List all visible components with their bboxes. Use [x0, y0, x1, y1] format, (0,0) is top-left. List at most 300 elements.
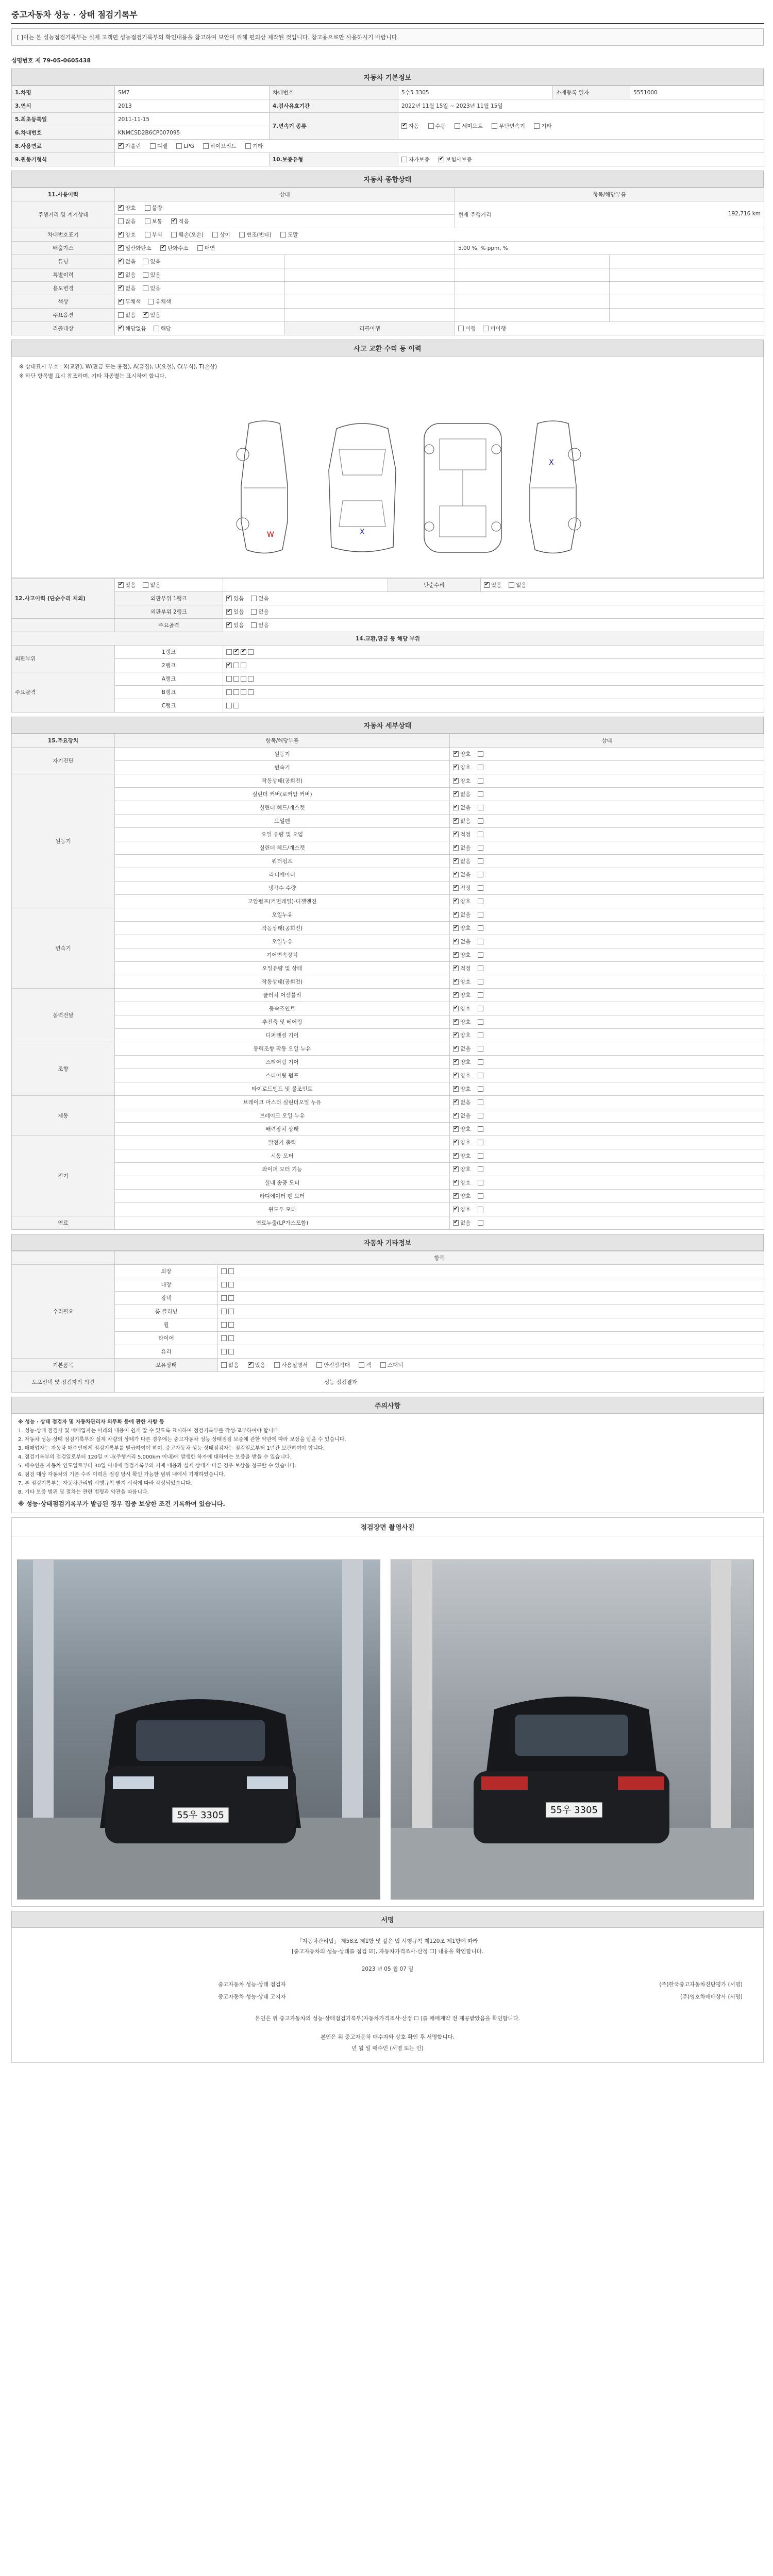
- emission-opt-smoke[interactable]: 매연: [197, 244, 215, 252]
- signature-box: 「자동차관리법」 제58조 제1항 및 같은 법 시행규칙 제120조 제1항에 따라 [중고자동차의 성능·상태를 점검 ☑], 자동차가격조사·산정 ☐] 내용을 확인합니다. 2023 년 05 월 07 일 중고자동차 성능·상태 점검자 (주)한국중고자동차진단평가 (서명) 중고자동차 성능·상태 고지자 (주)영호차매매상사 (서명) 본인은 위 중고자동차의 성능·상태점검기록부(자동차가격조사·산정 ☐ )를 매매계약 전 제공받았음을 확인합니다. 본인은 위 중고자동차 매수자와 상호 확인 후 서명합니다. 년 월 일 매수인 (서명 또는 인): [11, 1928, 764, 2063]
- label-first-reg: 5.최초등록일: [12, 113, 115, 126]
- detail-row: [12, 748, 764, 761]
- detail-state-checkbox[interactable]: ✔ 없음: [453, 790, 470, 798]
- inspection-document: [11, 8, 764, 2063]
- detail-state-checkbox-alt[interactable]: [478, 858, 485, 865]
- detail-state-options: [450, 774, 764, 788]
- fuel-opt-diesel[interactable]: 디젤: [150, 142, 167, 150]
- detail-group-label: 연료: [12, 1216, 115, 1230]
- label-vin-top: 차대번호: [270, 86, 398, 99]
- detail-row: [12, 895, 764, 908]
- detail-state-checkbox-alt[interactable]: [478, 952, 485, 958]
- label-rank1: 외판부위 1랭크: [115, 592, 223, 605]
- detail-state-checkbox[interactable]: ✔ 양호: [453, 777, 470, 785]
- other-item-options[interactable]: [218, 1305, 764, 1318]
- section-heading-photos: 점검장면 촬영사진: [11, 1517, 764, 1536]
- detail-row: [12, 868, 764, 882]
- seller-signature[interactable]: (주)영호차매매상사 (서명): [680, 1994, 743, 2000]
- detail-row: [12, 922, 764, 935]
- label-year: 3.연식: [12, 99, 115, 113]
- photo-frame: [11, 1536, 764, 1907]
- detail-row: [12, 1176, 764, 1190]
- simple-repair-options: ✔ 있음 없음: [481, 579, 764, 592]
- value-reg-code: 5551000: [630, 86, 764, 99]
- detail-row: [12, 1082, 764, 1096]
- detail-state-checkbox-alt[interactable]: [478, 1153, 485, 1159]
- detail-state-checkbox-alt[interactable]: [478, 1086, 485, 1092]
- diagram-legend: ※ 상태표시 부호 : X(교환), W(판금 또는 용접), A(흠집), U(요철), C(부식), T(손상): [19, 364, 217, 370]
- svg-text:X: X: [549, 459, 554, 467]
- detail-row: [12, 1149, 764, 1163]
- detail-item-label: 실린더 커버(로커암 커버): [115, 788, 450, 801]
- detail-item-label: 원동기: [115, 748, 450, 761]
- detail-rows: [12, 748, 764, 1230]
- detail-item-label: 고압펌프(커먼레일)-디젤엔진: [115, 895, 450, 908]
- other-rows: [12, 1265, 764, 1359]
- accident-table: 12.사고이력 (단순수리 제외) ✔있음 없음 단순수리 ✔ 있음 없음 외판부위 1랭크 ✔ 있음 없음 외판부위 2랭크 ✔ 있음 없음 주요골격 ✔ 있음 없음 14.교환,판금 등 해당 부위 외판부위 1랭크 ✔✔ 2랭크 ✔ 주요골격 A랭크 B랭크 C랭크: [11, 578, 764, 713]
- section-heading-accident: 사고 교환 수리 등 이력: [11, 340, 764, 357]
- detail-row: [12, 815, 764, 828]
- detail-group-label: 동력전달: [12, 989, 115, 1042]
- detail-item-label: 배력장치 상태: [115, 1123, 450, 1136]
- label-vin: 6.차대번호: [12, 126, 115, 140]
- detail-state-checkbox-alt[interactable]: [478, 912, 485, 918]
- detail-state-section: [11, 717, 764, 1230]
- label-outer-panels: 외판부위: [12, 646, 115, 672]
- detail-state-checkbox-alt[interactable]: [478, 1073, 485, 1079]
- value-year: 2013: [115, 99, 270, 113]
- detail-state-checkbox-alt[interactable]: [478, 965, 485, 972]
- detail-item-label: 실린더 헤드/개스켓: [115, 801, 450, 815]
- detail-row: [12, 1136, 764, 1149]
- detail-state-options: [450, 1082, 764, 1096]
- label-transmission: 7.변속기 종류: [270, 113, 398, 140]
- detail-state-checkbox[interactable]: ✔ 양호: [453, 1192, 470, 1200]
- detail-state-checkbox[interactable]: ✔ 양호: [453, 897, 470, 905]
- fuel-opt-hybrid[interactable]: 하이브리드: [203, 142, 237, 150]
- notice-box: [ ]이는 본 성능점검기록부는 실제 고객편 성능점검기록부의 확인내용을 참고하여 보안이 위해 편의상 제작된 것입니다. 참고용으로만 사용하시기 바랍니다.: [11, 28, 764, 46]
- detail-state-checkbox[interactable]: ✔ 적정: [453, 831, 470, 838]
- fuel-opt-other[interactable]: 기타: [245, 142, 263, 150]
- label-engine-type: 9.원동기형식: [12, 153, 115, 166]
- car-top-front-diagram: [321, 418, 404, 557]
- svg-text:W: W: [267, 531, 274, 539]
- basic-info-section: [11, 69, 764, 166]
- accident-options: ✔있음 없음: [115, 579, 223, 592]
- other-item-label: 룸 클리닝: [115, 1305, 218, 1318]
- detail-item-label: 타이로드엔드 및 볼조인트: [115, 1082, 450, 1096]
- warranty-opt-insurance[interactable]: ✔ 보험사보증: [439, 156, 472, 163]
- section-heading-other: 자동차 기타정보: [11, 1234, 764, 1251]
- detail-state-options: [450, 1015, 764, 1029]
- value-car-name: SM7: [115, 86, 270, 99]
- col-state: 상태: [115, 188, 455, 201]
- detail-state-checkbox[interactable]: ✔ 적정: [453, 884, 470, 892]
- warranty-opt-self[interactable]: 자가보증: [401, 156, 430, 163]
- detail-item-label: 작동상태(공회전): [115, 922, 450, 935]
- detail-row: [12, 1203, 764, 1216]
- other-item-label: 휠: [115, 1318, 218, 1332]
- detail-row: [12, 774, 764, 788]
- vin-opt-damage[interactable]: 훼손(오손): [171, 231, 204, 239]
- detail-state-checkbox-alt[interactable]: [478, 1193, 485, 1199]
- car-frame-diagram: [419, 418, 507, 557]
- detail-state-checkbox[interactable]: ✔ 양호: [453, 1072, 470, 1079]
- detail-state-checkbox[interactable]: ✔ 없음: [453, 1112, 470, 1120]
- other-item-label: 광택: [115, 1292, 218, 1305]
- detail-item-label: 클러치 어셈블리: [115, 989, 450, 1002]
- front-plate-text: 55우 3305: [177, 1810, 224, 1821]
- detail-row: [12, 788, 764, 801]
- detail-state-options: [450, 1109, 764, 1123]
- detail-row: [12, 761, 764, 774]
- detail-state-checkbox[interactable]: ✔ 없음: [453, 871, 470, 878]
- usage-change-row: 용도변경 ✔ 없음 있음: [12, 282, 764, 295]
- document-title: 중고자동차 성능 · 상태 점검기록부: [11, 8, 764, 24]
- mileage-opt-low[interactable]: ✔ 적음: [171, 217, 189, 225]
- detail-state-checkbox[interactable]: ✔ 양호: [453, 1179, 470, 1187]
- mileage-opt-high[interactable]: 많음: [118, 217, 136, 225]
- detail-state-table: 15.주요장치 항목/해당부품 상태 자기진단 원동기 ✔ 양호 변속기 ✔ 양호 원동기 작동상태(공회전) ✔ 양호 실린더 커버(로커암 커버) ✔ 없음 실린더 헤드/개스켓 ✔ 없음 오일팬 ✔ 없음 오일 유량 및 오염 ✔ 적정 실린더 헤드/개스켓 ✔ 없음 워터펌프 ✔ 없음 라디에이터 ✔ 없음 냉각수 수량 ✔ 적정 고압펌프(커먼레일)-디젤엔진 ✔ 양호 변속기 오일누유 ✔ 없음 작동상태(공회전) ✔ 양호 오일누유 ✔ 없음 기어변속장치 ✔ 양호 오일유량 및 상태 ✔ 적정 작동상태(공회전) ✔ 양호 동력전달 클러치 어셈블리 ✔ 양호 등속조인트 ✔ 양호 추진축 및 베어링 ✔ 양호 디퍼렌셜 기어 ✔ 양호 조향 동력조향 작동 오일 누유 ✔ 없음 스티어링 기어 ✔ 양호 스티어링 펌프 ✔ 양호 타이로드엔드 및 볼조인트 ✔ 양호 제동 브레이크 마스터 실린더오일 누유 ✔ 없음 브레이크 오일 누유 ✔ 없음 배력장치 상태 ✔ 양호 전기 발전기 출력 ✔ 양호 시동 모터 ✔ 양호 와이퍼 모터 기능 ✔ 양호 실내 송풍 모터 ✔ 양호 라디에이터 팬 모터 ✔ 양호 윈도우 모터 ✔ 양호 연료 연료누출(LP가스포함) ✔ 없음: [11, 734, 764, 1230]
- emission-opt-hc[interactable]: ✔ 탄화수소: [160, 244, 189, 252]
- svg-text:X: X: [360, 528, 365, 536]
- detail-item-label: 와이퍼 모터 기능: [115, 1163, 450, 1176]
- vin-opt-corrosion[interactable]: 부식: [145, 231, 162, 239]
- diagram-legend-note: ※ 하단 항목별 표시 참조하며, 기타 차종별는 표시하여 합니다.: [19, 373, 166, 379]
- color-row: 색상 ✔ 무채색 유채색: [12, 295, 764, 309]
- fuel-options: [115, 140, 764, 153]
- detail-state-checkbox[interactable]: ✔ 양호: [453, 978, 470, 986]
- other-info-table: 항목 수리필요 외장 내장 광택 룸 클리닝 휠 타이어 유리 기본품목 보유상태 없음 ✔ 있음 사용설명서 안전삼각대 잭 스패너 도포선택 및 점검자의 의견 성능 점검결과: [11, 1251, 764, 1393]
- detail-item-label: 브레이크 마스터 실린더오일 누유: [115, 1096, 450, 1109]
- detail-state-checkbox-alt[interactable]: [478, 1180, 485, 1186]
- other-item-options[interactable]: [218, 1278, 764, 1292]
- detail-state-checkbox[interactable]: ✔ 양호: [453, 1018, 470, 1026]
- detail-row: [12, 1029, 764, 1042]
- detail-state-options: [450, 948, 764, 962]
- trans-opt-other[interactable]: 기타: [534, 122, 551, 130]
- detail-row: [12, 855, 764, 868]
- detail-state-checkbox-alt[interactable]: [478, 818, 485, 824]
- fuel-opt-gasoline[interactable]: ✔ 가솔린: [118, 142, 141, 150]
- detail-item-label: 발전기 출력: [115, 1136, 450, 1149]
- value-engine-type: [115, 153, 270, 166]
- detail-state-checkbox[interactable]: ✔ 양호: [453, 1125, 470, 1133]
- rear-car-image: [391, 1560, 754, 1900]
- detail-state-options: [450, 908, 764, 922]
- detail-state-checkbox-alt[interactable]: [478, 1059, 485, 1065]
- detail-state-options: [450, 935, 764, 948]
- detail-state-checkbox[interactable]: ✔ 없음: [453, 857, 470, 865]
- detail-row: [12, 1015, 764, 1029]
- detail-state-checkbox-alt[interactable]: [478, 939, 485, 945]
- detail-state-options: [450, 922, 764, 935]
- detail-state-checkbox[interactable]: ✔ 없음: [453, 804, 470, 811]
- overall-state-section: [11, 171, 764, 335]
- detail-state-checkbox-alt[interactable]: [478, 1032, 485, 1039]
- inspector-signature[interactable]: (주)한국중고자동차진단평가 (서명): [659, 1981, 743, 1988]
- col-usage-history: 11.사용이력: [12, 188, 115, 201]
- detail-item-label: 라디에이터: [115, 868, 450, 882]
- recall-row: 리콜대상 ✔ 해당없음 해당 리콜이행 이행 미이행: [12, 322, 764, 335]
- detail-state-checkbox-alt[interactable]: [478, 872, 485, 878]
- vin-opt-altered[interactable]: 변조(변타): [239, 231, 272, 239]
- transmission-options: [398, 113, 764, 140]
- label-main-frame: 주요골격: [115, 619, 223, 632]
- detail-state-checkbox[interactable]: ✔ 양호: [453, 951, 470, 959]
- front-car-image: [18, 1560, 380, 1900]
- photo-section: [11, 1517, 764, 1907]
- detail-state-checkbox[interactable]: ✔ 양호: [453, 1206, 470, 1213]
- basic-items-options: 없음 ✔ 있음 사용설명서 안전삼각대 잭 스패너: [218, 1359, 764, 1372]
- detail-row: [12, 1042, 764, 1056]
- detail-state-checkbox[interactable]: ✔ 없음: [453, 938, 470, 945]
- notes-emphasis: ※ 성능·상태점검기록부가 발급된 경우 집중 보상한 조건 기록하여 있습니다.: [18, 1500, 225, 1507]
- signature-section: [11, 1911, 764, 2063]
- car-right-side-diagram: [517, 418, 589, 557]
- detail-state-checkbox-alt[interactable]: [478, 885, 485, 891]
- other-item-label: 타이어: [115, 1332, 218, 1345]
- detail-state-checkbox-alt[interactable]: [478, 765, 485, 771]
- gauge-opt-bad[interactable]: 불량: [145, 204, 162, 212]
- detail-item-label: 기어변속장치: [115, 948, 450, 962]
- other-item-label: 유리: [115, 1345, 218, 1359]
- emission-readings: 5.00 %, % ppm, %: [455, 242, 764, 255]
- fuel-opt-lpg[interactable]: LPG: [176, 143, 194, 149]
- detail-state-checkbox-alt[interactable]: [478, 1019, 485, 1025]
- detail-state-checkbox[interactable]: ✔ 양호: [453, 924, 470, 932]
- detail-row: [12, 801, 764, 815]
- vin-marking-options: [115, 228, 764, 242]
- detail-state-checkbox[interactable]: ✔ 양호: [453, 1031, 470, 1039]
- detail-state-checkbox-alt[interactable]: [478, 899, 485, 905]
- certificate-number: 성명번호 제 79-05-0605438: [11, 57, 91, 64]
- detail-row: [12, 1190, 764, 1203]
- detail-state-checkbox[interactable]: ✔ 양호: [453, 991, 470, 999]
- detail-state-checkbox-alt[interactable]: [478, 791, 485, 798]
- detail-state-options: [450, 975, 764, 989]
- detail-state-options: [450, 761, 764, 774]
- emission-options: [115, 242, 455, 255]
- trans-opt-auto[interactable]: ✔ 자동: [401, 122, 419, 130]
- detail-state-checkbox[interactable]: ✔ 양호: [453, 1085, 470, 1093]
- section-heading-overall: 자동차 종합상태: [11, 171, 764, 188]
- label-mileage-gauge: 주행거리 및 계기상태: [12, 201, 115, 228]
- detail-state-checkbox[interactable]: ✔ 양호: [453, 1058, 470, 1066]
- detail-item-label: 추진축 및 베어링: [115, 1015, 450, 1029]
- trans-opt-manual[interactable]: 수동: [428, 122, 446, 130]
- detail-row: [12, 1069, 764, 1082]
- detail-state-checkbox-alt[interactable]: [478, 778, 485, 784]
- detail-state-checkbox-alt[interactable]: [478, 1046, 485, 1052]
- buyer-signature[interactable]: 년 월 일 매수인 (서명 또는 인): [351, 2045, 424, 2052]
- detail-state-options: [450, 1029, 764, 1042]
- other-group-label: 수리필요: [12, 1265, 115, 1359]
- detail-state-checkbox-alt[interactable]: [478, 1207, 485, 1213]
- detail-state-options: [450, 962, 764, 975]
- other-item-label: 내장: [115, 1278, 218, 1292]
- detail-state-options: [450, 1203, 764, 1216]
- emission-opt-co[interactable]: ✔ 일산화탄소: [118, 244, 152, 252]
- detail-state-options: [450, 1216, 764, 1230]
- detail-state-checkbox-alt[interactable]: [478, 1006, 485, 1012]
- detail-state-checkbox[interactable]: ✔ 양호: [453, 1139, 470, 1146]
- detail-state-options: [450, 1149, 764, 1163]
- overall-state-table: [11, 188, 764, 335]
- vin-opt-different[interactable]: 상이: [212, 231, 230, 239]
- detail-state-checkbox[interactable]: ✔ 양호: [453, 750, 470, 758]
- detail-item-label: 실내 송풍 모터: [115, 1176, 450, 1190]
- detail-item-label: 디퍼렌셜 기어: [115, 1029, 450, 1042]
- detail-state-checkbox-alt[interactable]: [478, 1220, 485, 1226]
- detail-state-checkbox-alt[interactable]: [478, 1099, 485, 1106]
- trans-opt-semi[interactable]: 세미오토: [455, 122, 483, 130]
- detail-state-options: [450, 1136, 764, 1149]
- value-vin: KNMCSD2B6CP007095: [115, 126, 270, 140]
- label-inspection-period: 4.검사유효기간: [270, 99, 398, 113]
- label-car-name: 1.차명: [12, 86, 115, 99]
- detail-item-label: 워터펌프: [115, 855, 450, 868]
- detail-item-label: 작동상태(공회전): [115, 774, 450, 788]
- detail-row: [12, 962, 764, 975]
- other-item-options[interactable]: [218, 1292, 764, 1305]
- detail-state-checkbox[interactable]: ✔ 없음: [453, 1098, 470, 1106]
- detail-state-options: [450, 1123, 764, 1136]
- detail-row: [12, 908, 764, 922]
- detail-state-options: [450, 815, 764, 828]
- detail-item-label: 라디에이터 팬 모터: [115, 1190, 450, 1203]
- detail-state-checkbox-alt[interactable]: [478, 992, 485, 998]
- label-frame-parts: 주요골격: [12, 672, 115, 713]
- label-emission: 배출가스: [12, 242, 115, 255]
- detail-state-checkbox-alt[interactable]: [478, 979, 485, 985]
- detail-state-checkbox[interactable]: ✔ 양호: [453, 764, 470, 771]
- detail-state-options: [450, 1096, 764, 1109]
- rear-plate-text: 55우 3305: [550, 1805, 598, 1816]
- section-heading-basic: 자동차 기본정보: [11, 69, 764, 86]
- detail-group-label: 변속기: [12, 908, 115, 989]
- detail-state-options: [450, 895, 764, 908]
- detail-item-label: 오일팬: [115, 815, 450, 828]
- detail-group-label: 자기진단: [12, 748, 115, 774]
- other-item-options[interactable]: [218, 1265, 764, 1278]
- warranty-options: [398, 153, 764, 166]
- detail-state-checkbox[interactable]: ✔ 양호: [453, 1005, 470, 1012]
- detail-state-checkbox-alt[interactable]: [478, 805, 485, 811]
- detail-item-label: 작동상태(공회전): [115, 975, 450, 989]
- col-part: 항목/해당부품: [455, 188, 764, 201]
- detail-state-options: [450, 868, 764, 882]
- mileage-opt-normal[interactable]: 보통: [145, 217, 162, 225]
- special-history-row: 특별이력 ✔ 없음 있음: [12, 268, 764, 282]
- gauge-opt-good[interactable]: ✔양호: [118, 204, 136, 212]
- section-heading-detail: 자동차 세부상태: [11, 717, 764, 734]
- detail-row: [12, 1163, 764, 1176]
- detail-item-label: 연료누출(LP가스포함): [115, 1216, 450, 1230]
- detail-row: [12, 1109, 764, 1123]
- other-item-options[interactable]: [218, 1345, 764, 1359]
- detail-state-checkbox-alt[interactable]: [478, 1140, 485, 1146]
- detail-state-checkbox[interactable]: ✔ 없음: [453, 844, 470, 852]
- detail-state-checkbox[interactable]: ✔ 양호: [453, 1165, 470, 1173]
- detail-state-checkbox-alt[interactable]: [478, 751, 485, 757]
- front-photo: [17, 1560, 380, 1900]
- car-diagram-box: [11, 357, 764, 578]
- other-row: [12, 1292, 764, 1305]
- detail-state-options: [450, 882, 764, 895]
- detail-row: [12, 935, 764, 948]
- mileage-value: 192,716 km: [728, 211, 761, 217]
- detail-state-checkbox-alt[interactable]: [478, 845, 485, 851]
- detail-state-checkbox[interactable]: ✔ 없음: [453, 817, 470, 825]
- label-reg-date: 소재등록 일자: [553, 86, 630, 99]
- detail-state-options: [450, 788, 764, 801]
- other-row: [12, 1265, 764, 1278]
- other-row: [12, 1345, 764, 1359]
- signature-date: 2023 년 05 월 07 일: [361, 1966, 414, 1972]
- detail-state-checkbox-alt[interactable]: [478, 1126, 485, 1132]
- detail-item-label: 오일유량 및 상태: [115, 962, 450, 975]
- car-left-side-diagram: [228, 418, 300, 557]
- detail-group-label: 전기: [12, 1136, 115, 1216]
- detail-state-checkbox-alt[interactable]: [478, 1113, 485, 1119]
- detail-state-options: [450, 855, 764, 868]
- detail-row: [12, 828, 764, 841]
- detail-state-options: [450, 989, 764, 1002]
- rear-photo: [391, 1560, 754, 1900]
- detail-row: [12, 1123, 764, 1136]
- notes-section: [11, 1397, 764, 1513]
- detail-state-checkbox-alt[interactable]: [478, 925, 485, 931]
- detail-state-checkbox[interactable]: ✔ 양호: [453, 1152, 470, 1160]
- detail-state-checkbox[interactable]: ✔ 없음: [453, 1219, 470, 1227]
- detail-item-label: 등속조인트: [115, 1002, 450, 1015]
- detail-state-checkbox[interactable]: ✔ 없음: [453, 1045, 470, 1053]
- main-options-row: 주요옵션 없음✔ 있음: [12, 309, 764, 322]
- detail-state-options: [450, 1042, 764, 1056]
- value-inspection-period: 2022년 11월 15일 ~ 2023년 11월 15일: [398, 99, 764, 113]
- detail-state-options: [450, 1069, 764, 1082]
- other-item-options[interactable]: [218, 1318, 764, 1332]
- other-item-options[interactable]: [218, 1332, 764, 1345]
- detail-state-checkbox[interactable]: ✔ 없음: [453, 911, 470, 919]
- trans-opt-cvt[interactable]: 무단변속기: [492, 122, 525, 130]
- detail-row: [12, 989, 764, 1002]
- detail-state-checkbox[interactable]: ✔ 적정: [453, 964, 470, 972]
- detail-row: [12, 1056, 764, 1069]
- label-rank2: 외판부위 2랭크: [115, 605, 223, 619]
- vin-opt-painted[interactable]: 도말: [280, 231, 298, 239]
- vin-opt-good[interactable]: ✔ 양호: [118, 231, 136, 239]
- detail-state-options: [450, 1002, 764, 1015]
- label-fuel: 8.사용연료: [12, 140, 115, 153]
- detail-item-label: 동력조향 작동 오일 누유: [115, 1042, 450, 1056]
- other-row: [12, 1332, 764, 1345]
- detail-state-checkbox-alt[interactable]: [478, 832, 485, 838]
- detail-item-label: 브레이크 오일 누유: [115, 1109, 450, 1123]
- detail-item-label: 변속기: [115, 761, 450, 774]
- detail-row: [12, 975, 764, 989]
- detail-row: [12, 1216, 764, 1230]
- basic-info-table: [11, 86, 764, 166]
- detail-item-label: 실린더 헤드/개스켓: [115, 841, 450, 855]
- label-warranty: 10.보증유형: [270, 153, 398, 166]
- detail-state-checkbox-alt[interactable]: [478, 1166, 485, 1173]
- repair-parts-heading: 14.교환,판금 등 해당 부위: [12, 632, 764, 646]
- detail-state-options: [450, 1163, 764, 1176]
- detail-state-options: [450, 1176, 764, 1190]
- detail-row: [12, 1096, 764, 1109]
